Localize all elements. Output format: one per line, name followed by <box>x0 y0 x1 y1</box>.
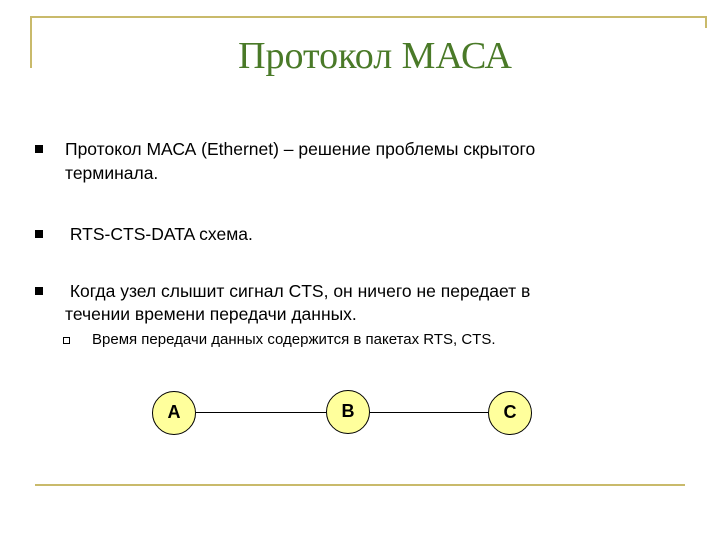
bullet-icon <box>35 230 43 238</box>
sub-bullet-text: Время передачи данных содержится в пакетах RTS, CTS. <box>92 331 496 348</box>
bullet-3-line-2: течении времени передачи данных. <box>65 304 357 324</box>
sub-bullet-icon <box>63 337 70 344</box>
slide-title: Протокол МАСА <box>238 35 512 77</box>
node-a: A <box>152 391 196 435</box>
link-b-c <box>370 412 488 413</box>
bullet-3-line-1: Когда узел слышит сигнал CTS, он ничего не передает в <box>65 281 531 301</box>
bullet-icon <box>35 145 43 153</box>
bullet-icon <box>35 287 43 295</box>
slide-frame-bottom <box>35 484 685 486</box>
slide-frame-top <box>30 16 707 18</box>
bullet-1-line-2: терминала. <box>65 163 159 183</box>
link-a-b <box>196 412 326 413</box>
slide-frame-right <box>705 16 707 28</box>
node-b: B <box>326 390 370 434</box>
node-c: C <box>488 391 532 435</box>
bullet-2-line-1: RTS-CTS-DATA схема. <box>65 224 253 244</box>
bullet-1-line-1: Протокол МАСА (Ethernet) – решение проблемы скрытого <box>65 139 536 159</box>
